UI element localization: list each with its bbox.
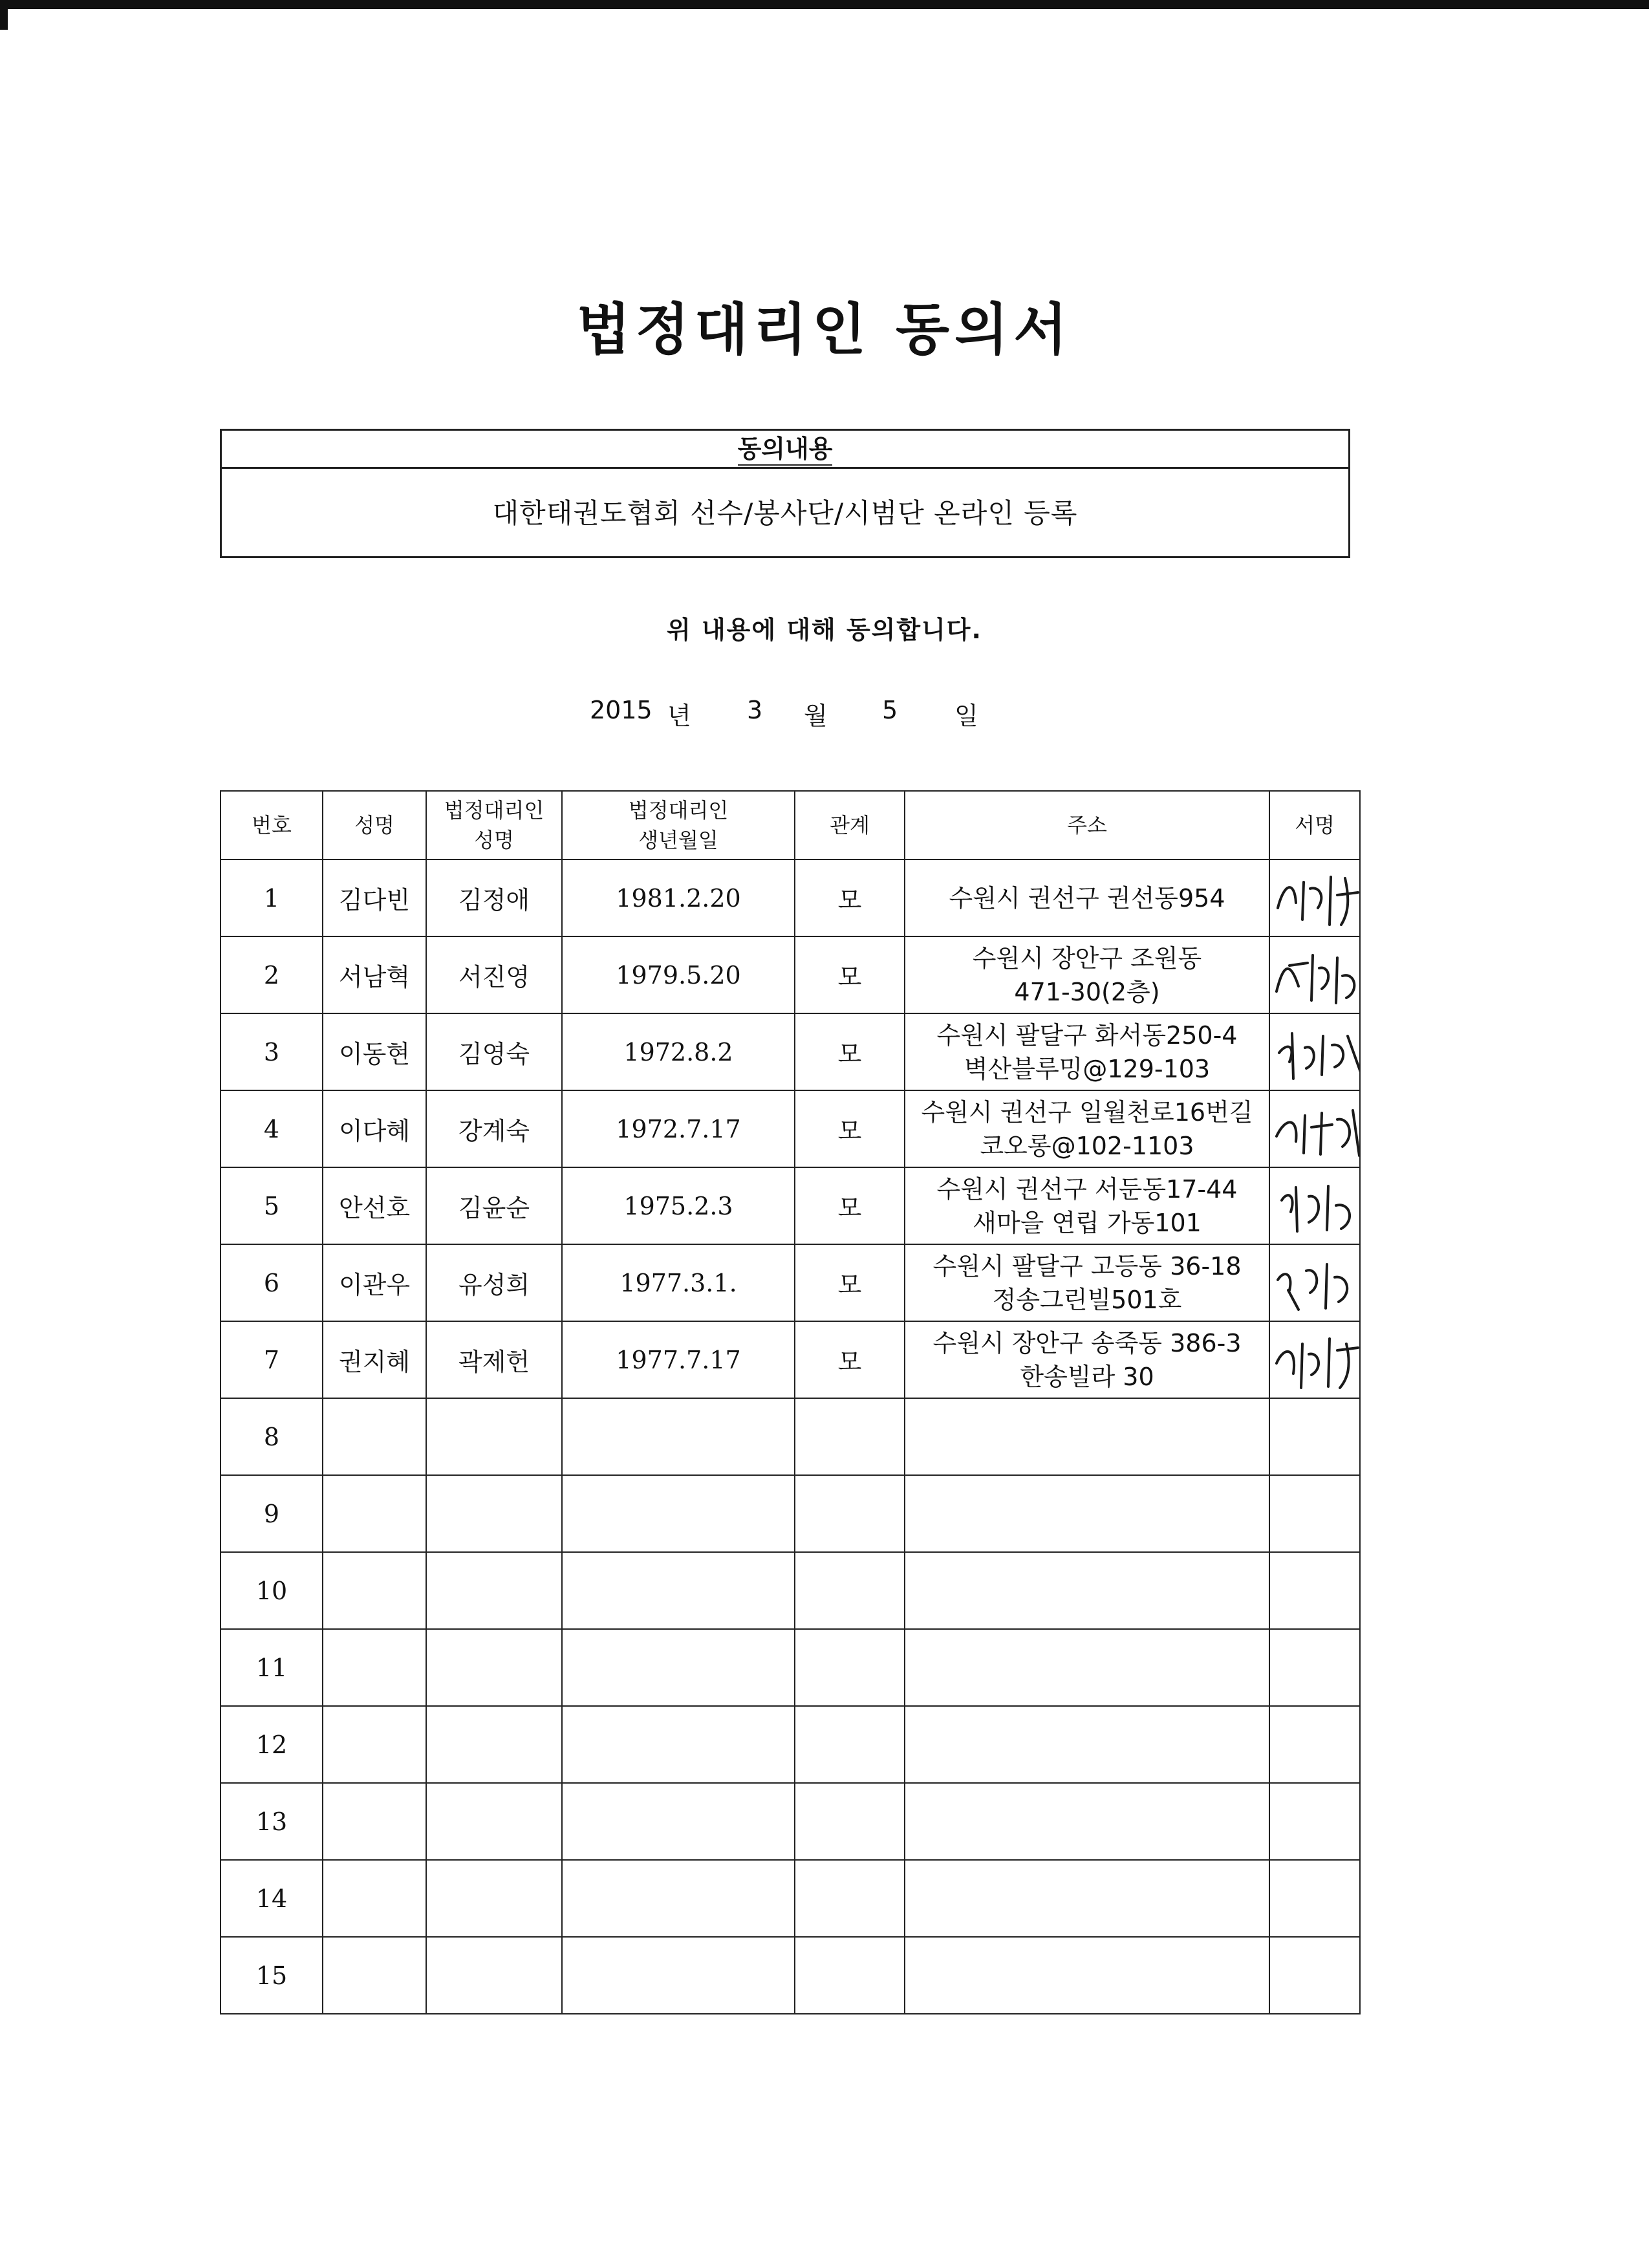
row-guardian-name: 김영숙 (426, 1013, 562, 1090)
agree-statement: 위 내용에 대해 동의합니다. (667, 616, 982, 644)
row-address (905, 1475, 1269, 1552)
row-relation: 모 (795, 936, 905, 1013)
row-name (323, 1783, 426, 1860)
row-signature (1269, 1244, 1360, 1321)
date-line (0, 696, 1649, 735)
row-number: 13 (221, 1783, 323, 1860)
handwritten-signature (1270, 1247, 1360, 1319)
row-guardian-name (426, 1629, 562, 1706)
header-relation: 관계 (795, 791, 905, 859)
header-guardian-birth (562, 791, 795, 859)
row-relation (795, 1706, 905, 1783)
row-name: 이다혜 (323, 1090, 426, 1167)
row-address (905, 1706, 1269, 1783)
row-guardian-birth (562, 1398, 795, 1475)
row-signature (1269, 1167, 1360, 1244)
header-guardian-name (426, 791, 562, 859)
row-number: 10 (221, 1552, 323, 1629)
row-guardian-name (426, 1398, 562, 1475)
row-guardian-birth (562, 1783, 795, 1860)
header-signature: 서명 (1269, 791, 1360, 859)
address-line: 수원시 팔달구 화서동250-4 (936, 1021, 1238, 1050)
row-number: 3 (221, 1013, 323, 1090)
row-guardian-name: 강계숙 (426, 1090, 562, 1167)
row-relation: 모 (795, 1090, 905, 1167)
row-signature (1269, 1629, 1360, 1706)
address-line: 코오롱@102-1103 (980, 1131, 1194, 1160)
row-signature (1269, 936, 1360, 1013)
row-signature (1269, 859, 1360, 936)
row-guardian-birth: 1975.2.3 (562, 1167, 795, 1244)
row-signature (1269, 1475, 1360, 1552)
row-name: 김다빈 (323, 859, 426, 936)
row-name (323, 1706, 426, 1783)
row-guardian-name (426, 1860, 562, 1937)
row-number: 14 (221, 1860, 323, 1937)
row-guardian-birth (562, 1552, 795, 1629)
address-line: 수원시 장안구 송죽동 386-3 (932, 1328, 1242, 1357)
address-line: 새마을 연립 가동101 (973, 1208, 1202, 1237)
address-line: 수원시 장안구 조원동 (972, 944, 1202, 973)
row-address (905, 1013, 1269, 1090)
address-line: 한송빌라 30 (1020, 1362, 1154, 1391)
row-signature (1269, 1398, 1360, 1475)
row-guardian-birth: 1972.8.2 (562, 1013, 795, 1090)
table-row (221, 1090, 1360, 1167)
header-no: 번호 (221, 791, 323, 859)
row-signature (1269, 1090, 1360, 1167)
row-number: 4 (221, 1090, 323, 1167)
header-guardian-birth-line-1: 법정대리인 (628, 798, 729, 823)
row-relation (795, 1860, 905, 1937)
address-line: 471-30(2층) (1014, 977, 1160, 1006)
row-relation: 모 (795, 1013, 905, 1090)
consent-header (222, 431, 1348, 469)
row-address (905, 859, 1269, 936)
handwritten-signature (1270, 1017, 1360, 1088)
row-relation (795, 1783, 905, 1860)
row-guardian-birth: 1972.7.17 (562, 1090, 795, 1167)
row-number: 12 (221, 1706, 323, 1783)
row-number: 5 (221, 1167, 323, 1244)
row-relation: 모 (795, 1167, 905, 1244)
date-month-unit: 월 (804, 702, 828, 730)
row-guardian-name: 유성희 (426, 1244, 562, 1321)
row-guardian-birth: 1979.5.20 (562, 936, 795, 1013)
row-name: 권지혜 (323, 1321, 426, 1398)
row-guardian-name: 김윤순 (426, 1167, 562, 1244)
table-row (221, 1013, 1360, 1090)
row-relation (795, 1475, 905, 1552)
row-address (905, 1937, 1269, 2014)
row-name: 안선호 (323, 1167, 426, 1244)
row-address (905, 936, 1269, 1013)
header-guardian-name-line-1: 법정대리인 (444, 798, 544, 823)
row-guardian-birth: 1981.2.20 (562, 859, 795, 936)
scan-edge-top (0, 0, 1649, 9)
row-address (905, 1321, 1269, 1398)
date-day: 5 (882, 696, 898, 724)
table-row (221, 936, 1360, 1013)
row-address (905, 1244, 1269, 1321)
address-line: 수원시 권선구 일월천로16번길 (921, 1097, 1253, 1127)
row-guardian-birth (562, 1860, 795, 1937)
row-number: 9 (221, 1475, 323, 1552)
row-number: 8 (221, 1398, 323, 1475)
row-number: 1 (221, 859, 323, 936)
row-guardian-name (426, 1706, 562, 1783)
consent-header-label: 동의내용 (738, 435, 833, 466)
row-name: 이동현 (323, 1013, 426, 1090)
row-relation: 모 (795, 1321, 905, 1398)
row-guardian-name (426, 1783, 562, 1860)
row-signature (1269, 1321, 1360, 1398)
row-guardian-birth (562, 1475, 795, 1552)
scan-edge-left (0, 0, 8, 30)
table-row (221, 859, 1360, 936)
row-signature (1269, 1706, 1360, 1783)
row-name (323, 1937, 426, 2014)
row-guardian-name: 곽제헌 (426, 1321, 562, 1398)
row-relation (795, 1629, 905, 1706)
row-guardian-birth: 1977.3.1. (562, 1244, 795, 1321)
handwritten-signature (1270, 940, 1360, 1011)
handwritten-signature (1270, 1171, 1360, 1242)
consent-body: 대한태권도협회 선수/봉사단/시범단 온라인 등록 (492, 497, 1078, 529)
row-guardian-name (426, 1937, 562, 2014)
row-signature (1269, 1783, 1360, 1860)
row-relation (795, 1937, 905, 2014)
row-number: 7 (221, 1321, 323, 1398)
row-guardian-name (426, 1552, 562, 1629)
row-guardian-birth (562, 1629, 795, 1706)
row-signature (1269, 1013, 1360, 1090)
table-row (221, 1244, 1360, 1321)
address-line: 정송그린빌501호 (992, 1285, 1182, 1314)
row-relation: 모 (795, 859, 905, 936)
row-guardian-name: 서진영 (426, 936, 562, 1013)
row-name: 이관우 (323, 1244, 426, 1321)
row-address (905, 1629, 1269, 1706)
address-line: 벽산블루밍@129-103 (964, 1054, 1211, 1083)
table-row (221, 1860, 1360, 1937)
row-signature (1269, 1552, 1360, 1629)
row-name (323, 1552, 426, 1629)
table-row (221, 1937, 1360, 2014)
row-number: 15 (221, 1937, 323, 2014)
row-relation: 모 (795, 1244, 905, 1321)
table-header-row (221, 791, 1360, 859)
row-relation (795, 1552, 905, 1629)
handwritten-signature (1270, 863, 1360, 934)
guardian-table (220, 790, 1361, 2014)
row-address (905, 1090, 1269, 1167)
table-row (221, 1783, 1360, 1860)
date-year: 2015 (590, 696, 652, 724)
row-guardian-birth (562, 1937, 795, 2014)
consent-box (220, 429, 1350, 558)
address-line: 수원시 팔달구 고등동 36-18 (932, 1251, 1242, 1280)
table-row (221, 1706, 1360, 1783)
row-guardian-name (426, 1475, 562, 1552)
row-address (905, 1398, 1269, 1475)
handwritten-signature (1270, 1094, 1360, 1165)
date-month: 3 (747, 696, 763, 724)
row-name (323, 1860, 426, 1937)
row-address (905, 1783, 1269, 1860)
row-relation (795, 1398, 905, 1475)
address-line: 수원시 권선구 서둔동17-44 (936, 1174, 1238, 1204)
row-address (905, 1167, 1269, 1244)
table-row (221, 1552, 1360, 1629)
header-address: 주소 (905, 791, 1269, 859)
row-number: 6 (221, 1244, 323, 1321)
row-address (905, 1552, 1269, 1629)
header-guardian-name-line-2: 성명 (474, 828, 514, 852)
row-signature (1269, 1860, 1360, 1937)
header-guardian-birth-line-2: 생년월일 (638, 828, 718, 852)
row-address (905, 1860, 1269, 1937)
table-row (221, 1167, 1360, 1244)
table-row (221, 1475, 1360, 1552)
table-row (221, 1398, 1360, 1475)
row-signature (1269, 1937, 1360, 2014)
document-title: 법정대리인 동의서 (576, 297, 1073, 362)
row-name (323, 1475, 426, 1552)
row-number: 2 (221, 936, 323, 1013)
address-line: 수원시 권선구 권선동954 (949, 883, 1225, 913)
date-year-unit: 년 (667, 702, 691, 730)
row-name (323, 1629, 426, 1706)
header-name: 성명 (323, 791, 426, 859)
row-guardian-birth: 1977.7.17 (562, 1321, 795, 1398)
handwritten-signature (1270, 1324, 1360, 1396)
row-number: 11 (221, 1629, 323, 1706)
table-row (221, 1629, 1360, 1706)
row-guardian-name: 김정애 (426, 859, 562, 936)
table-row (221, 1321, 1360, 1398)
date-day-unit: 일 (954, 702, 978, 730)
row-guardian-birth (562, 1706, 795, 1783)
row-name: 서남혁 (323, 936, 426, 1013)
row-name (323, 1398, 426, 1475)
